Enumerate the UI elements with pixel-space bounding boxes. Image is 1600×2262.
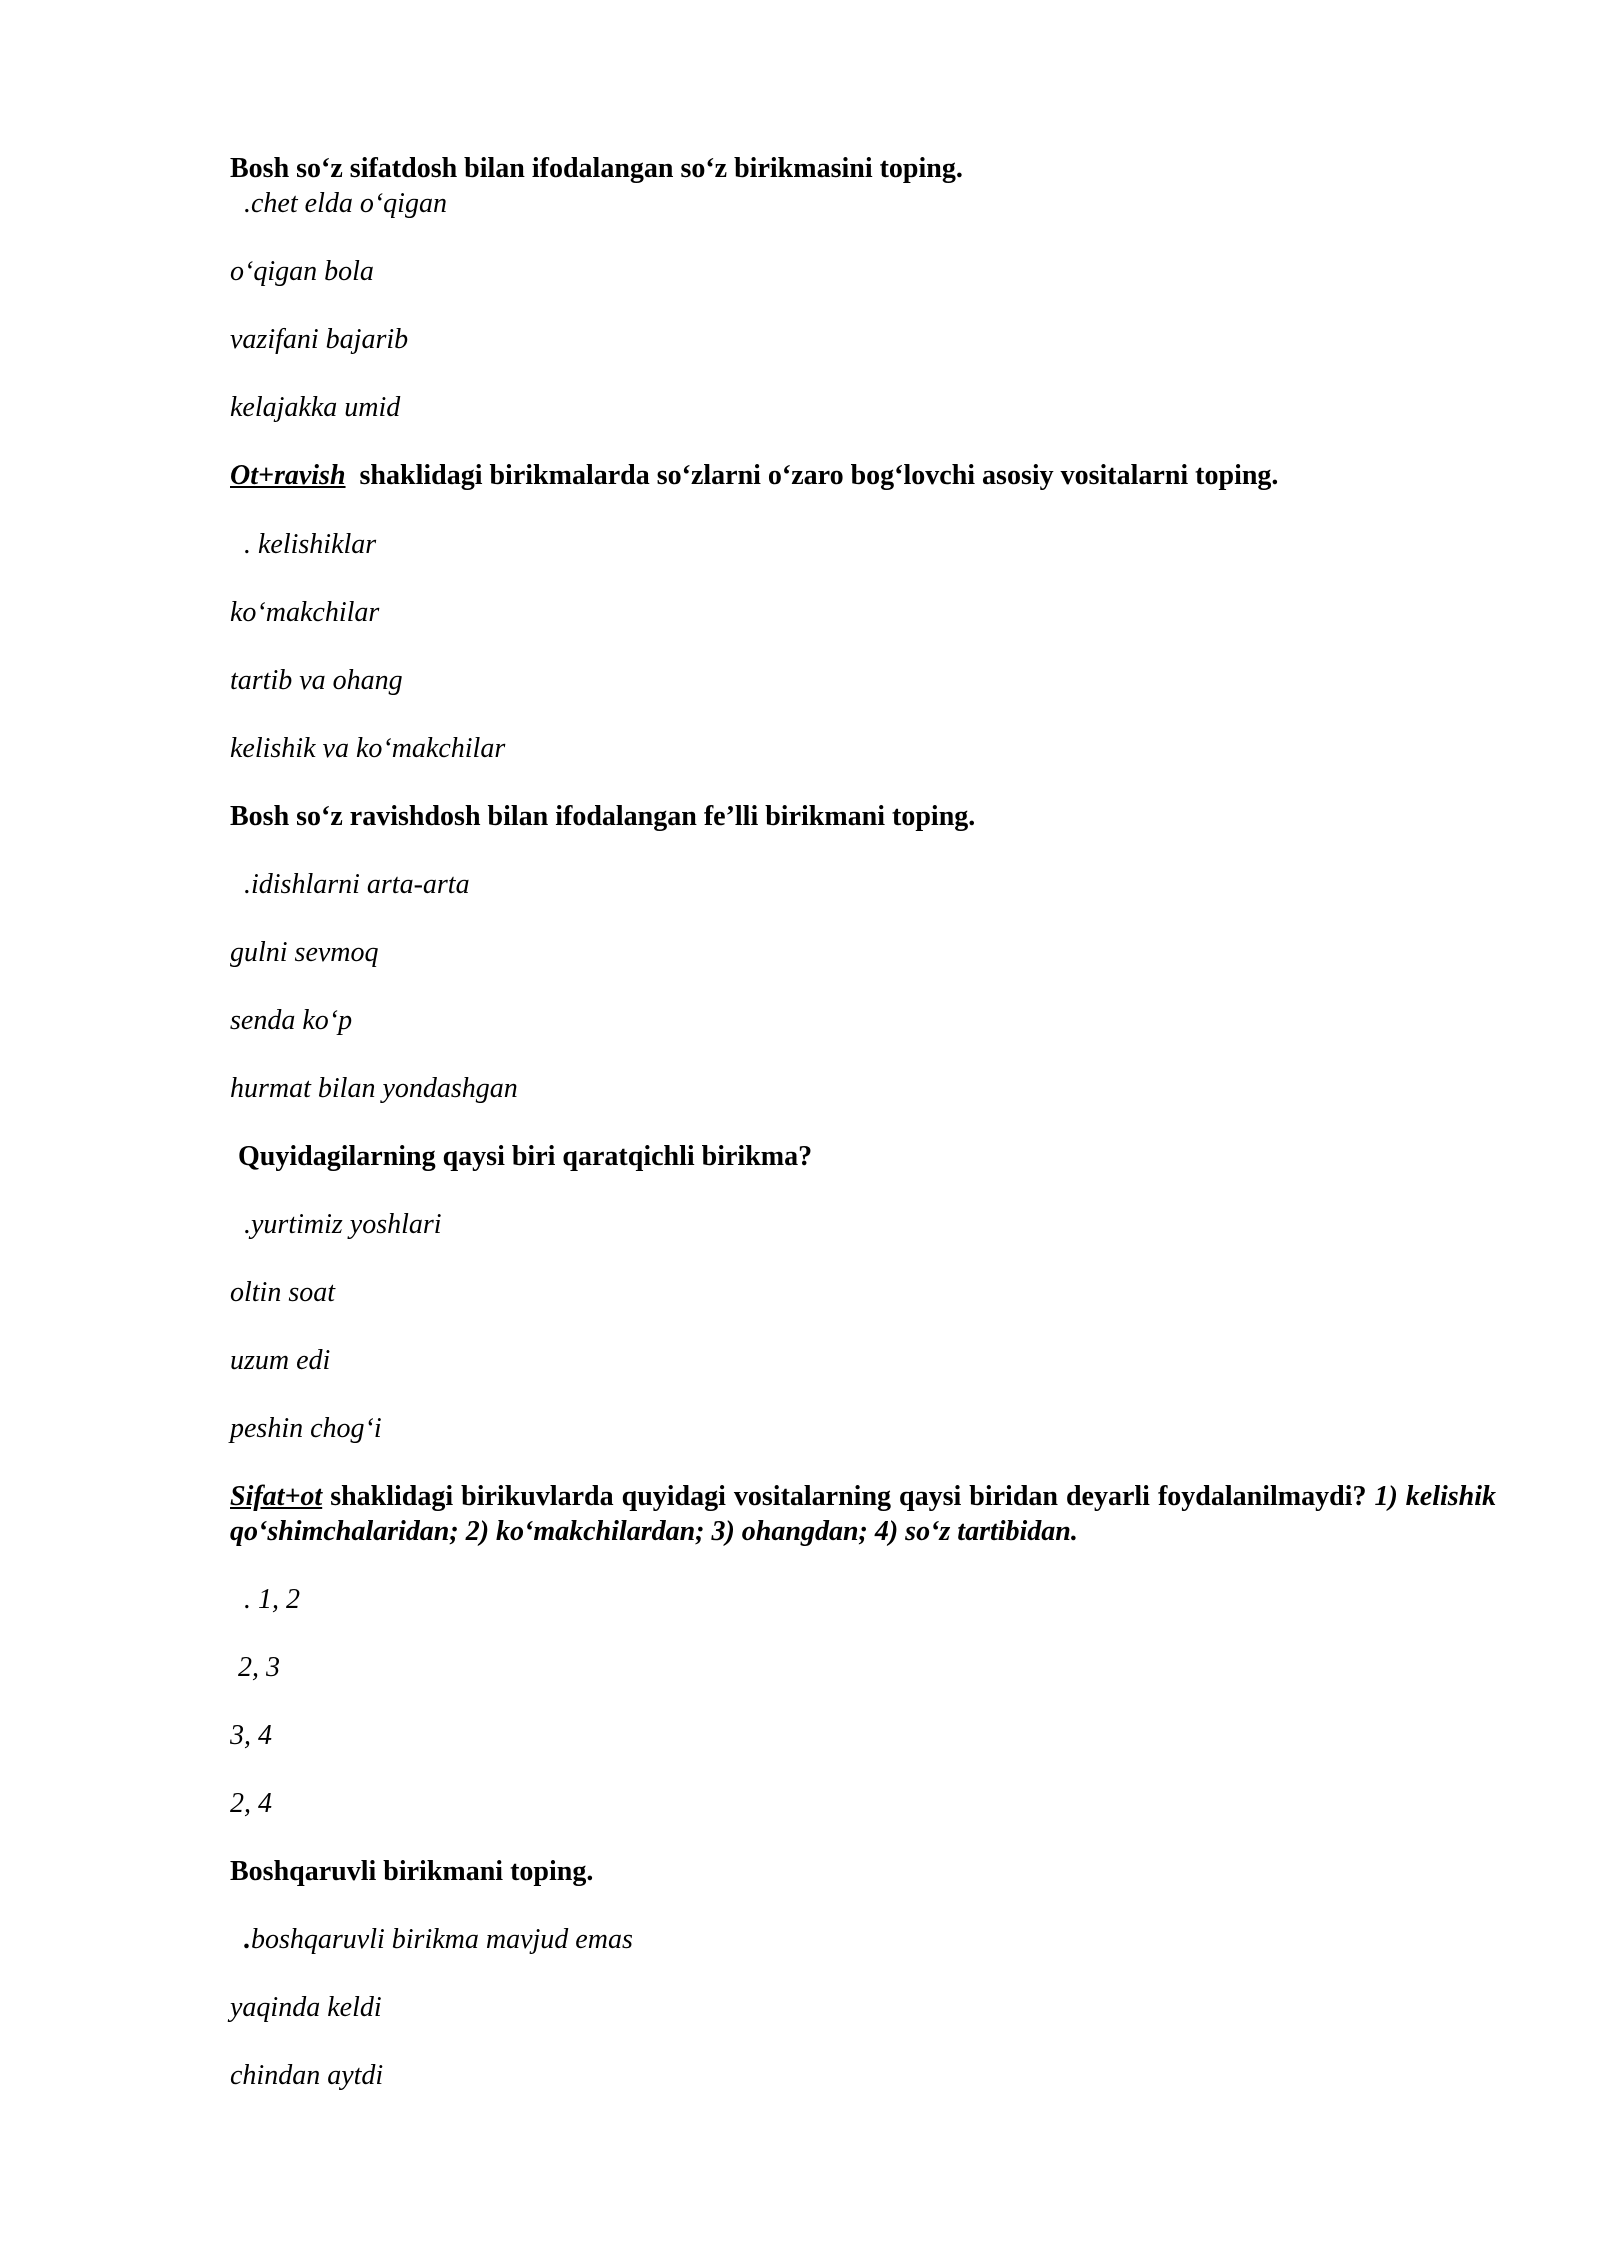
q6-option-lead: . [244, 1924, 251, 1955]
question-4: Quyidagilarning qaysi biri qaratqichli birikma? [238, 1141, 813, 1172]
q5-text: shaklidagi birikuvlarda quyidagi vositalarning qaysi biridan deyarli foydalanilmaydi? [322, 1481, 1367, 1512]
q4-option-1: .yurtimiz yoshlari [244, 1209, 442, 1240]
q3-option-1: .idishlarni arta-arta [244, 869, 470, 900]
q4-option-4: peshin chog‘i [230, 1413, 382, 1444]
q4-option-3: uzum edi [230, 1345, 331, 1376]
q2-prefix: Ot+ravish [230, 460, 346, 491]
q1-option-3: vazifani bajarib [230, 324, 409, 355]
q1-option-4: kelajakka umid [230, 392, 401, 423]
q5-option-1: . 1, 2 [244, 1584, 300, 1615]
q2-option-1: . kelishiklar [244, 529, 377, 560]
q4-option-2: oltin soat [230, 1277, 336, 1308]
q5-prefix: Sifat+ot [230, 1481, 323, 1512]
q6-option-3: chindan aytdi [230, 2060, 384, 2091]
q5-option-2: 2, 3 [238, 1652, 280, 1683]
q2-text: shaklidagi birikmalarda so‘zlarni o‘zaro bog‘lovchi asosiy vositalarni toping. [345, 460, 1279, 491]
question-6: Boshqaruvli birikmani toping. [230, 1856, 594, 1887]
q5-option-4: 2, 4 [230, 1788, 272, 1819]
q3-option-3: senda ko‘p [230, 1005, 353, 1036]
q2-option-2: ko‘makchilar [230, 597, 380, 628]
q5-tail: 1) kelishik qo‘shimchalaridan; 2) ko‘makchilardan; 3) ohangdan; 4) so‘z tartibidan. [230, 1481, 1497, 1547]
q3-option-2: gulni sevmoq [230, 937, 379, 968]
question-1: Bosh so‘z sifatdosh bilan ifodalangan so‘z birikmasini toping. [230, 153, 963, 184]
question-3: Bosh so‘z ravishdosh bilan ifodalangan fe’lli birikmani toping. [230, 801, 976, 832]
q5-option-3: 3, 4 [230, 1720, 272, 1751]
q6-option-1-text: boshqaruvli birikma mavjud emas [251, 1924, 633, 1955]
q6-option-2: yaqinda keldi [230, 1992, 382, 2023]
q2-option-3: tartib va ohang [230, 665, 403, 696]
q2-option-4: kelishik va ko‘makchilar [230, 733, 506, 764]
q1-option-1: .chet elda o‘qigan [244, 188, 447, 219]
q1-option-2: o‘qigan bola [230, 256, 374, 287]
q3-option-4: hurmat bilan yondashgan [230, 1073, 518, 1104]
question-5 [230, 1479, 1496, 1549]
q6-option-1 [244, 1922, 633, 1958]
question-2 [230, 458, 1278, 494]
